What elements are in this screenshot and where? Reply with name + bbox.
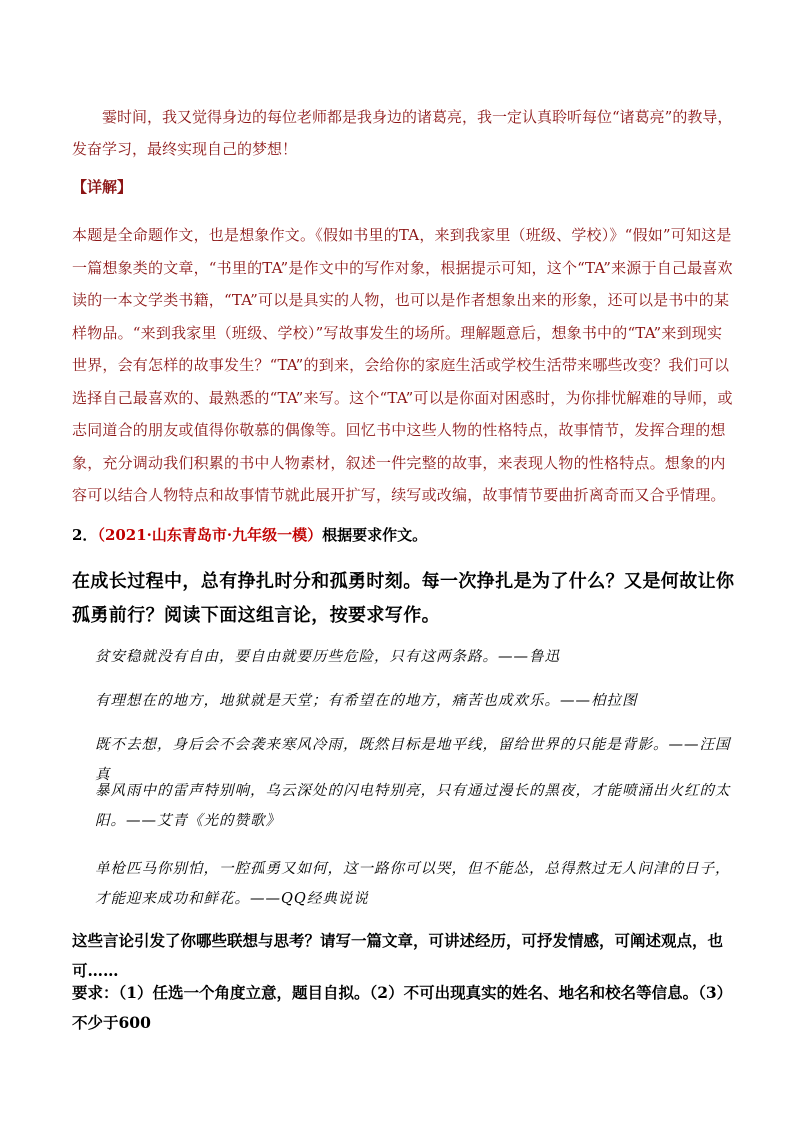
requirements-paragraph: 要求：（1）任选一个角度立意，题目自拟。（2）不可出现真实的姓名、地名和校名等信息。（3）不少于600 — [72, 983, 733, 1032]
quote-qq: 单枪匹马你别怕，一腔孤勇又如何，这一路你可以哭，但不能怂，总得熬过无人问津的日子，才能迎来成功和鲜花。——QQ经典说说 — [95, 861, 731, 907]
question-number: 2． — [72, 526, 98, 544]
detail-analysis-paragraph: 本题是全命题作文，也是想象作文。《假如书里的TA，来到我家里（班级、学校）》“假如”可知这是一篇想象类的文章，“书里的TA”是作文中的写作对象，根据提示可知，这个“TA”来源于自己最喜欢读的一本文学类书籍，“TA”可以是具实的人物，也可以是作者想象出来的形象，还可以是书中的某样物品。“来到我家里（班级、学校）”写故事发生的场所。理解题意后，想象书中的“TA”来到现实世界，会有怎样的故事发生？“TA”的到来，会给你的家庭生活或学校生活带来哪些改变？我们可以选择自己最喜欢的、最熟悉的“TA”来写。这个“TA”可以是你面对困惑时，为你排忧解难的导师，或志同道合的朋友或值得你敬慕的偶像等。回忆书中这些人物的性格特点，故事情节，发挥合理的想象，充分调动我们积累的书中人物素材，叙述一件完整的故事，来表现人物的性格特点。想象的内容可以结合人物特点和故事情节就此展开扩写，续写或改编，故事情节要曲折离奇而又合乎情理。 — [72, 226, 733, 504]
essay-ending-paragraph: 霎时间，我又觉得身边的每位老师都是我身边的诸葛亮，我一定认真聆听每位“诸葛亮”的教导，发奋学习，最终实现自己的梦想！ — [72, 108, 733, 158]
question-source: （2021·山东青岛市·九年级一模） — [97, 526, 323, 544]
followup-paragraph: 这些言论引发了你哪些联想与思考？请写一篇文章，可讲述经历，可抒发情感，可阐述观点，也可…… — [72, 931, 724, 980]
quote-lu-xun: 贫安稳就没有自由，要自由就要历些危险，只有这两条路。——鲁迅 — [95, 649, 560, 665]
question-2-header — [72, 524, 736, 545]
question-title: 根据要求作文。 — [322, 526, 428, 544]
detail-heading: 【详解】 — [72, 178, 133, 196]
quote-wang-guozhen: 既不去想，身后会不会袭来寒风冷雨，既然目标是地平线，留给世界的只能是背影。——汪国真 — [95, 737, 731, 783]
quote-plato: 有理想在的地方，地狱就是天堂；有希望在的地方，痛苦也成欢乐。——柏拉图 — [95, 693, 638, 709]
prompt-paragraph: 在成长过程中，总有挣扎时分和孤勇时刻。每一次挣扎是为了什么？又是何故让你孤勇前行？阅读下面这组言论，按要求写作。 — [72, 571, 735, 626]
quote-ai-qing: 暴风雨中的雷声特别响，乌云深处的闪电特别亮，只有通过漫长的黑夜，才能喷涌出火红的太阳。——艾青《光的赞歌》 — [95, 783, 731, 829]
